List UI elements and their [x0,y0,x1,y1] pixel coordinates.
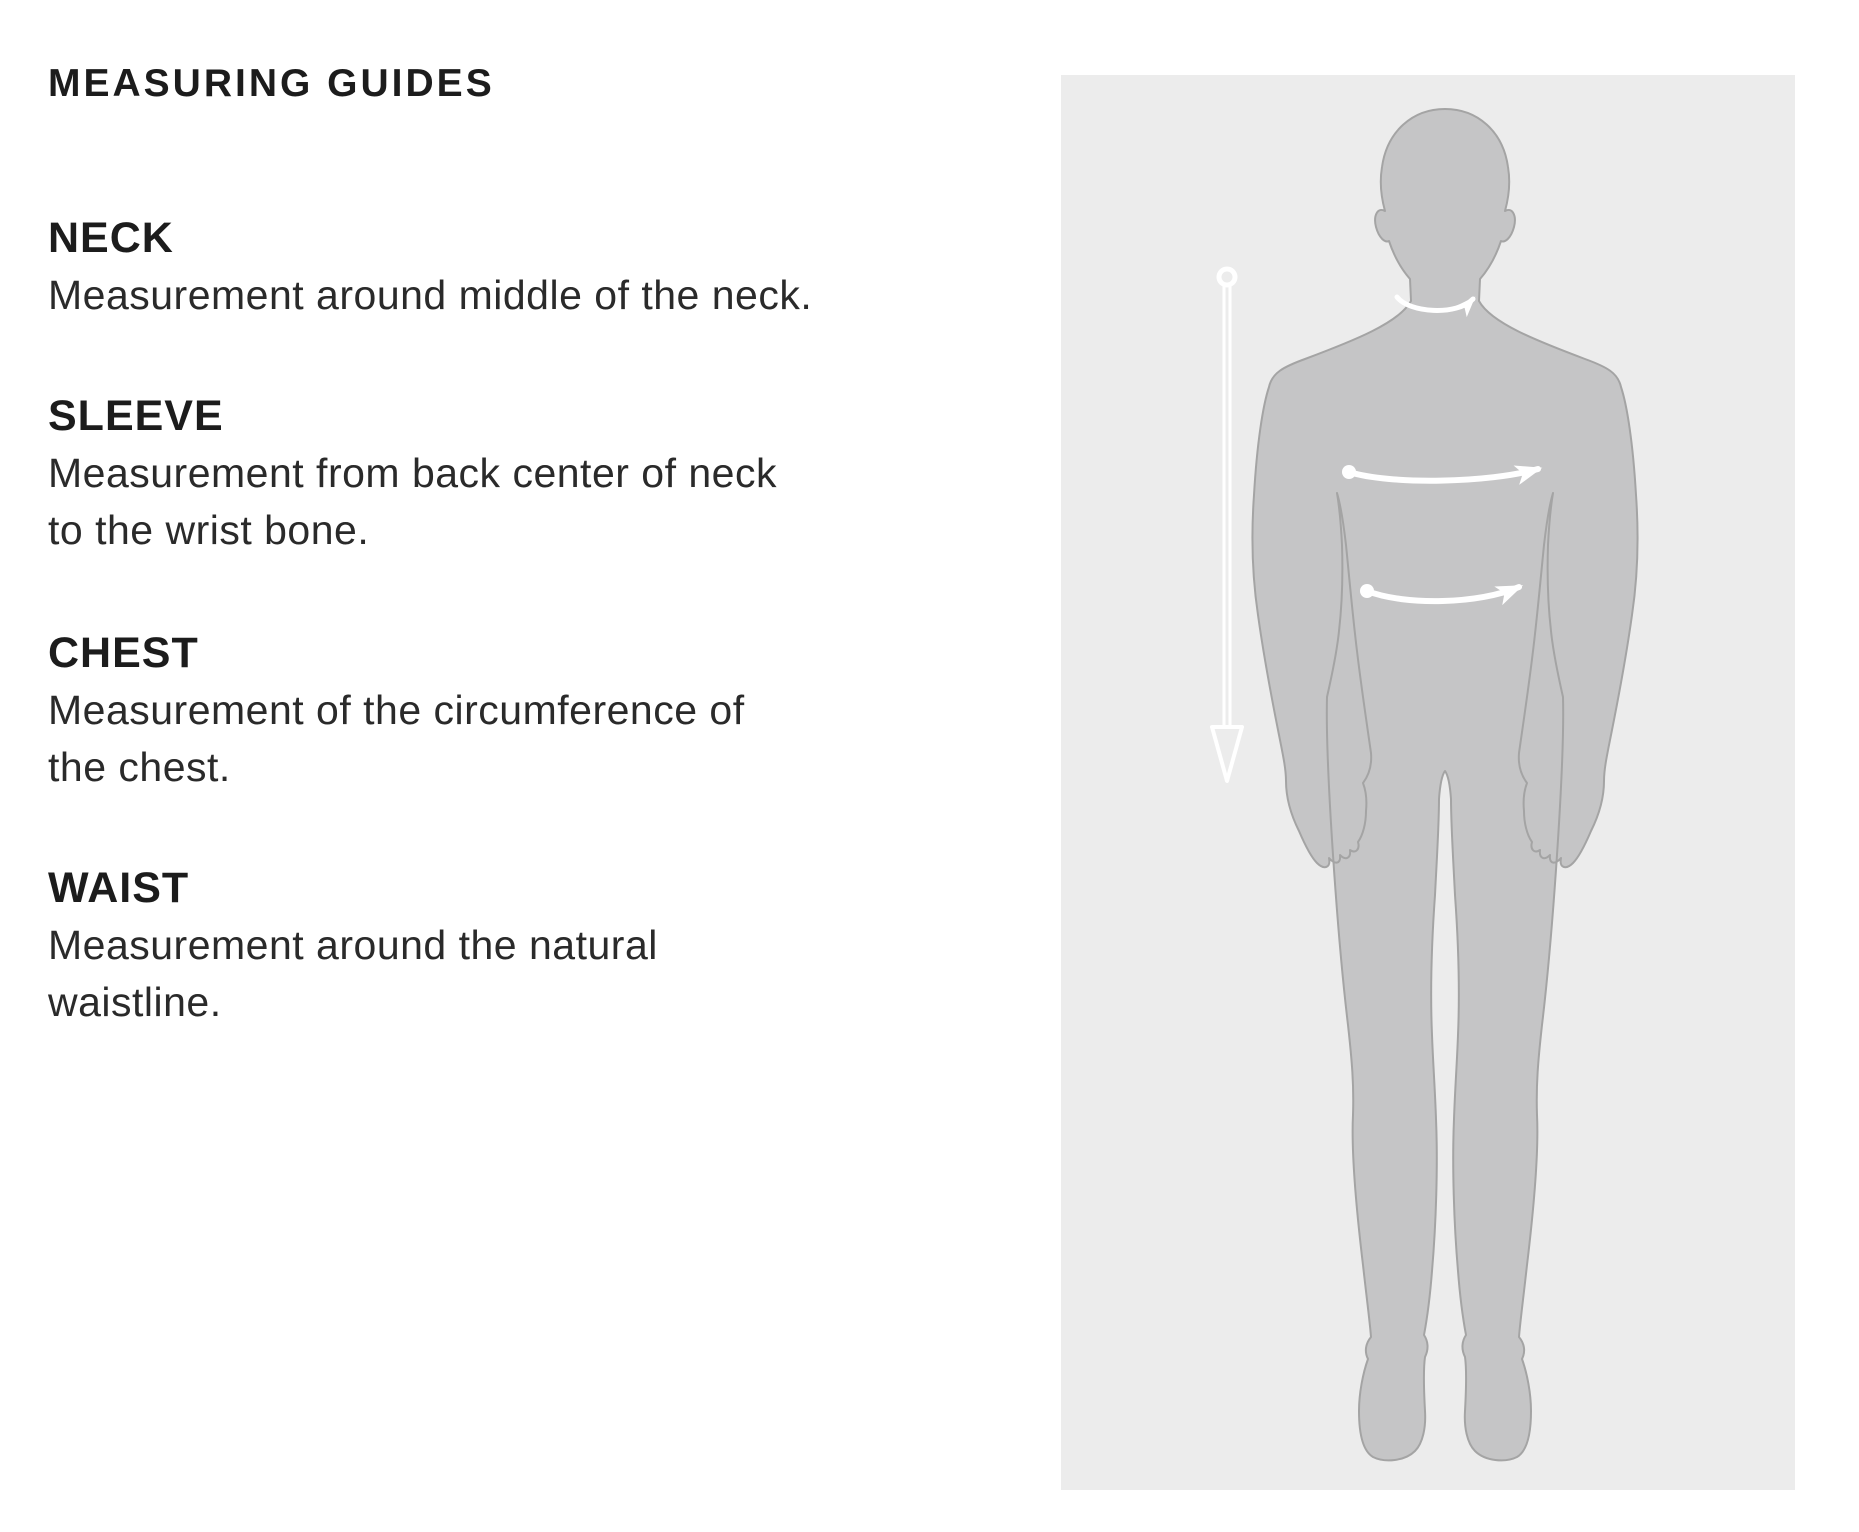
figure-panel [1061,75,1795,1490]
section-heading-chest: CHEST [48,629,199,677]
text-line: waistline. [48,979,222,1025]
text-line: to the wrist bone. [48,507,370,553]
section-sleeve [48,394,1008,559]
text-line: the chest. [48,744,231,790]
text-line: Measurement of the circumference of [48,687,745,733]
body-measurement-diagram [1061,75,1795,1490]
text-line: Measurement around middle of the neck. [48,272,813,318]
section-chest [48,631,1008,796]
section-heading-waist: WAIST [48,864,190,912]
section-neck [48,216,1008,324]
section-waist [48,866,1008,1031]
section-heading-sleeve: SLEEVE [48,392,224,440]
text-line: Measurement around the natural [48,922,658,968]
section-heading-neck: NECK [48,214,174,262]
page-title: MEASURING GUIDES [48,62,495,105]
section-text-sleeve [48,445,1008,559]
text-line: Measurement from back center of neck [48,450,777,496]
section-text-chest [48,682,1008,796]
sleeve-length-arrow [1212,269,1242,781]
section-text-neck [48,267,1008,324]
section-text-waist [48,917,1008,1031]
